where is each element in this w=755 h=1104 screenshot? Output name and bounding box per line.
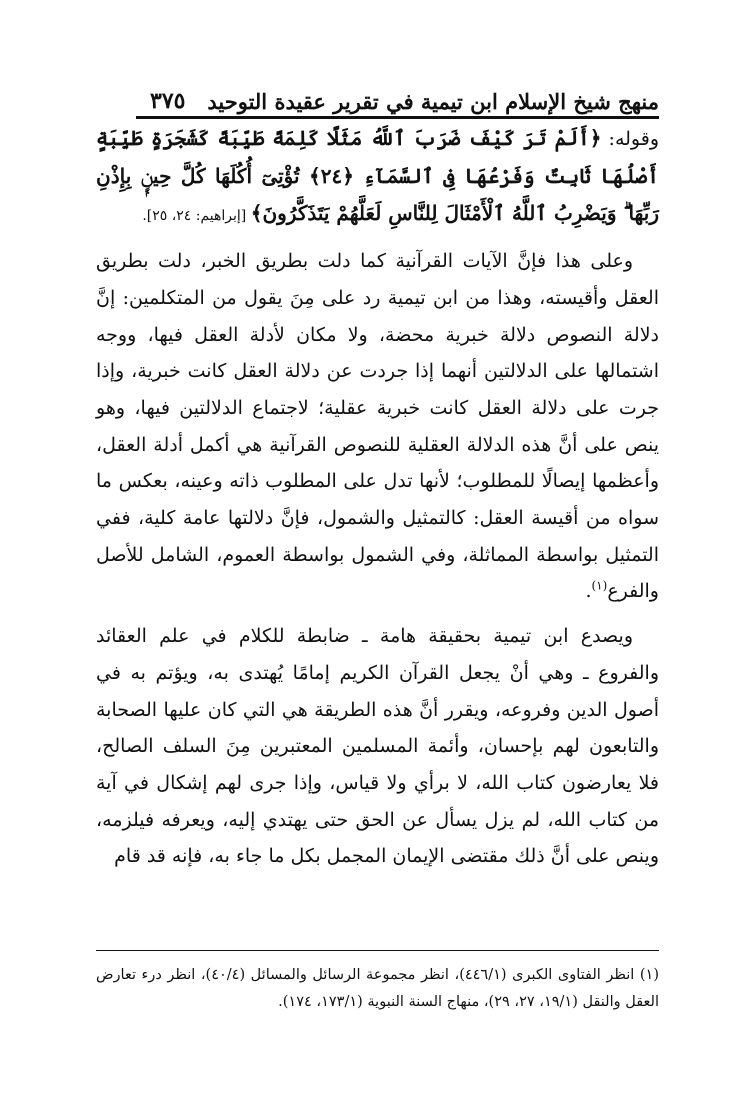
running-header (150, 78, 659, 112)
paragraph-rational-proofs (96, 243, 659, 610)
verse-lead: وقوله: (601, 128, 659, 150)
footnote-marker[interactable]: (١) (591, 579, 608, 594)
paragraph-quran-as-guide (96, 618, 659, 875)
page-number: ٣٧٥ (150, 88, 186, 114)
main-text (96, 120, 659, 875)
verse-reference: [إبراهيم: ٢٤، ٢٥]. (142, 208, 251, 225)
quran-verse: ﴿أَلَمْ تَرَ كَيْفَ ضَرَبَ ٱللَّهُ مَثَلًا كَلِمَةً طَيِّبَةً كَشَجَرَةٍ طَيِّبَةٍ أَصْلُهَا ثَابِتٌ وَفَرْعُهَا فِى ٱلسَّمَآءِ ﴿٢٤﴾ تُؤْتِىٓ أُكُلَهَا كُلَّ حِينٍۭ بِإِذْنِ رَبِّهَا ۗ وَيَضْرِبُ ٱللَّهُ ٱلْأَمْثَالَ لِلنَّاسِ لَعَلَّهُمْ يَتَذَكَّرُونَ﴾ (96, 126, 659, 226)
footnotes (96, 962, 659, 1016)
paragraph-3-text: ويصدع ابن تيمية بحقيقة هامة ـ ضابطة للكلام في علم العقائد والفروع ـ وهي أنْ يجعل القرآن الكريم إمامًا يُهتدى به، ويؤتم به في أصول الدين وفروعه، ويقرر أنَّ هذه الطريقة هي التي كان عليها الصحابة والتابعون لهم بإحسان، وأئمة المسلمين المعتبرين مِنَ السلف الصالح، فلا يعارضون كتاب الله، لا برأي ولا قياس، وإذا جرى لهم إشكال في آية من كتاب الله، لم يزل يسأل عن الحق حتى يهتدي إليه، ويعرفه فيلزمه، وينص على أنَّ ذلك مقتضى الإيمان المجمل بكل ما جاء به، فإنه قد قام (96, 625, 659, 868)
header-rule (136, 116, 659, 119)
footnote-rule (96, 950, 659, 951)
footnote-1: (١) انظر الفتاوى الكبرى (٤٤٦/١)، انظر مجموعة الرسائل والمسائل (٤٠/٤)، انظر درء تعارض العقل والنقل (١٩/١، ٢٧، ٢٩)، منهاج السنة النبوية (١٧٣/١، ١٧٤). (96, 967, 659, 1010)
paragraph-2-text: وعلى هذا فإنَّ الآيات القرآنية كما دلت بطريق الخبر، دلت بطريق العقل وأقيسته، وهذا من ابن تيمية رد على مِنَ يقول من المتكلمين: إنَّ دلالة النصوص دلالة خبرية محضة، ولا مكان لأدلة العقل فيها، ووجه اشتمالها على الدلالتين أنهما إذا جردت عن دلالة العقل كانت خبرية، وإذا جرت على دلالة العقل كانت خبرية عقلية؛ لاجتماع الدلالتين فيها، وهو ينص على أنَّ هذه الدلالة العقلية للنصوص القرآنية هي أكمل أدلة العقل، وأعظمها إيصالًا للمطلوب؛ لأنها تدل على المطلوب ذاته وعينه، بعكس ما سواه من أقيسة العقل: كالتمثيل والشمول، فإنَّ دلالتها عامة كلية، ففي التمثيل بواسطة المماثلة، وفي الشمول بواسطة العموم، الشامل للأصل والفرع (96, 250, 659, 603)
paragraph-verse (96, 120, 659, 235)
paragraph-2-end: . (585, 580, 592, 603)
running-header-title: منهج شيخ الإسلام ابن تيمية في تقرير عقيدة التوحيد (207, 89, 659, 114)
